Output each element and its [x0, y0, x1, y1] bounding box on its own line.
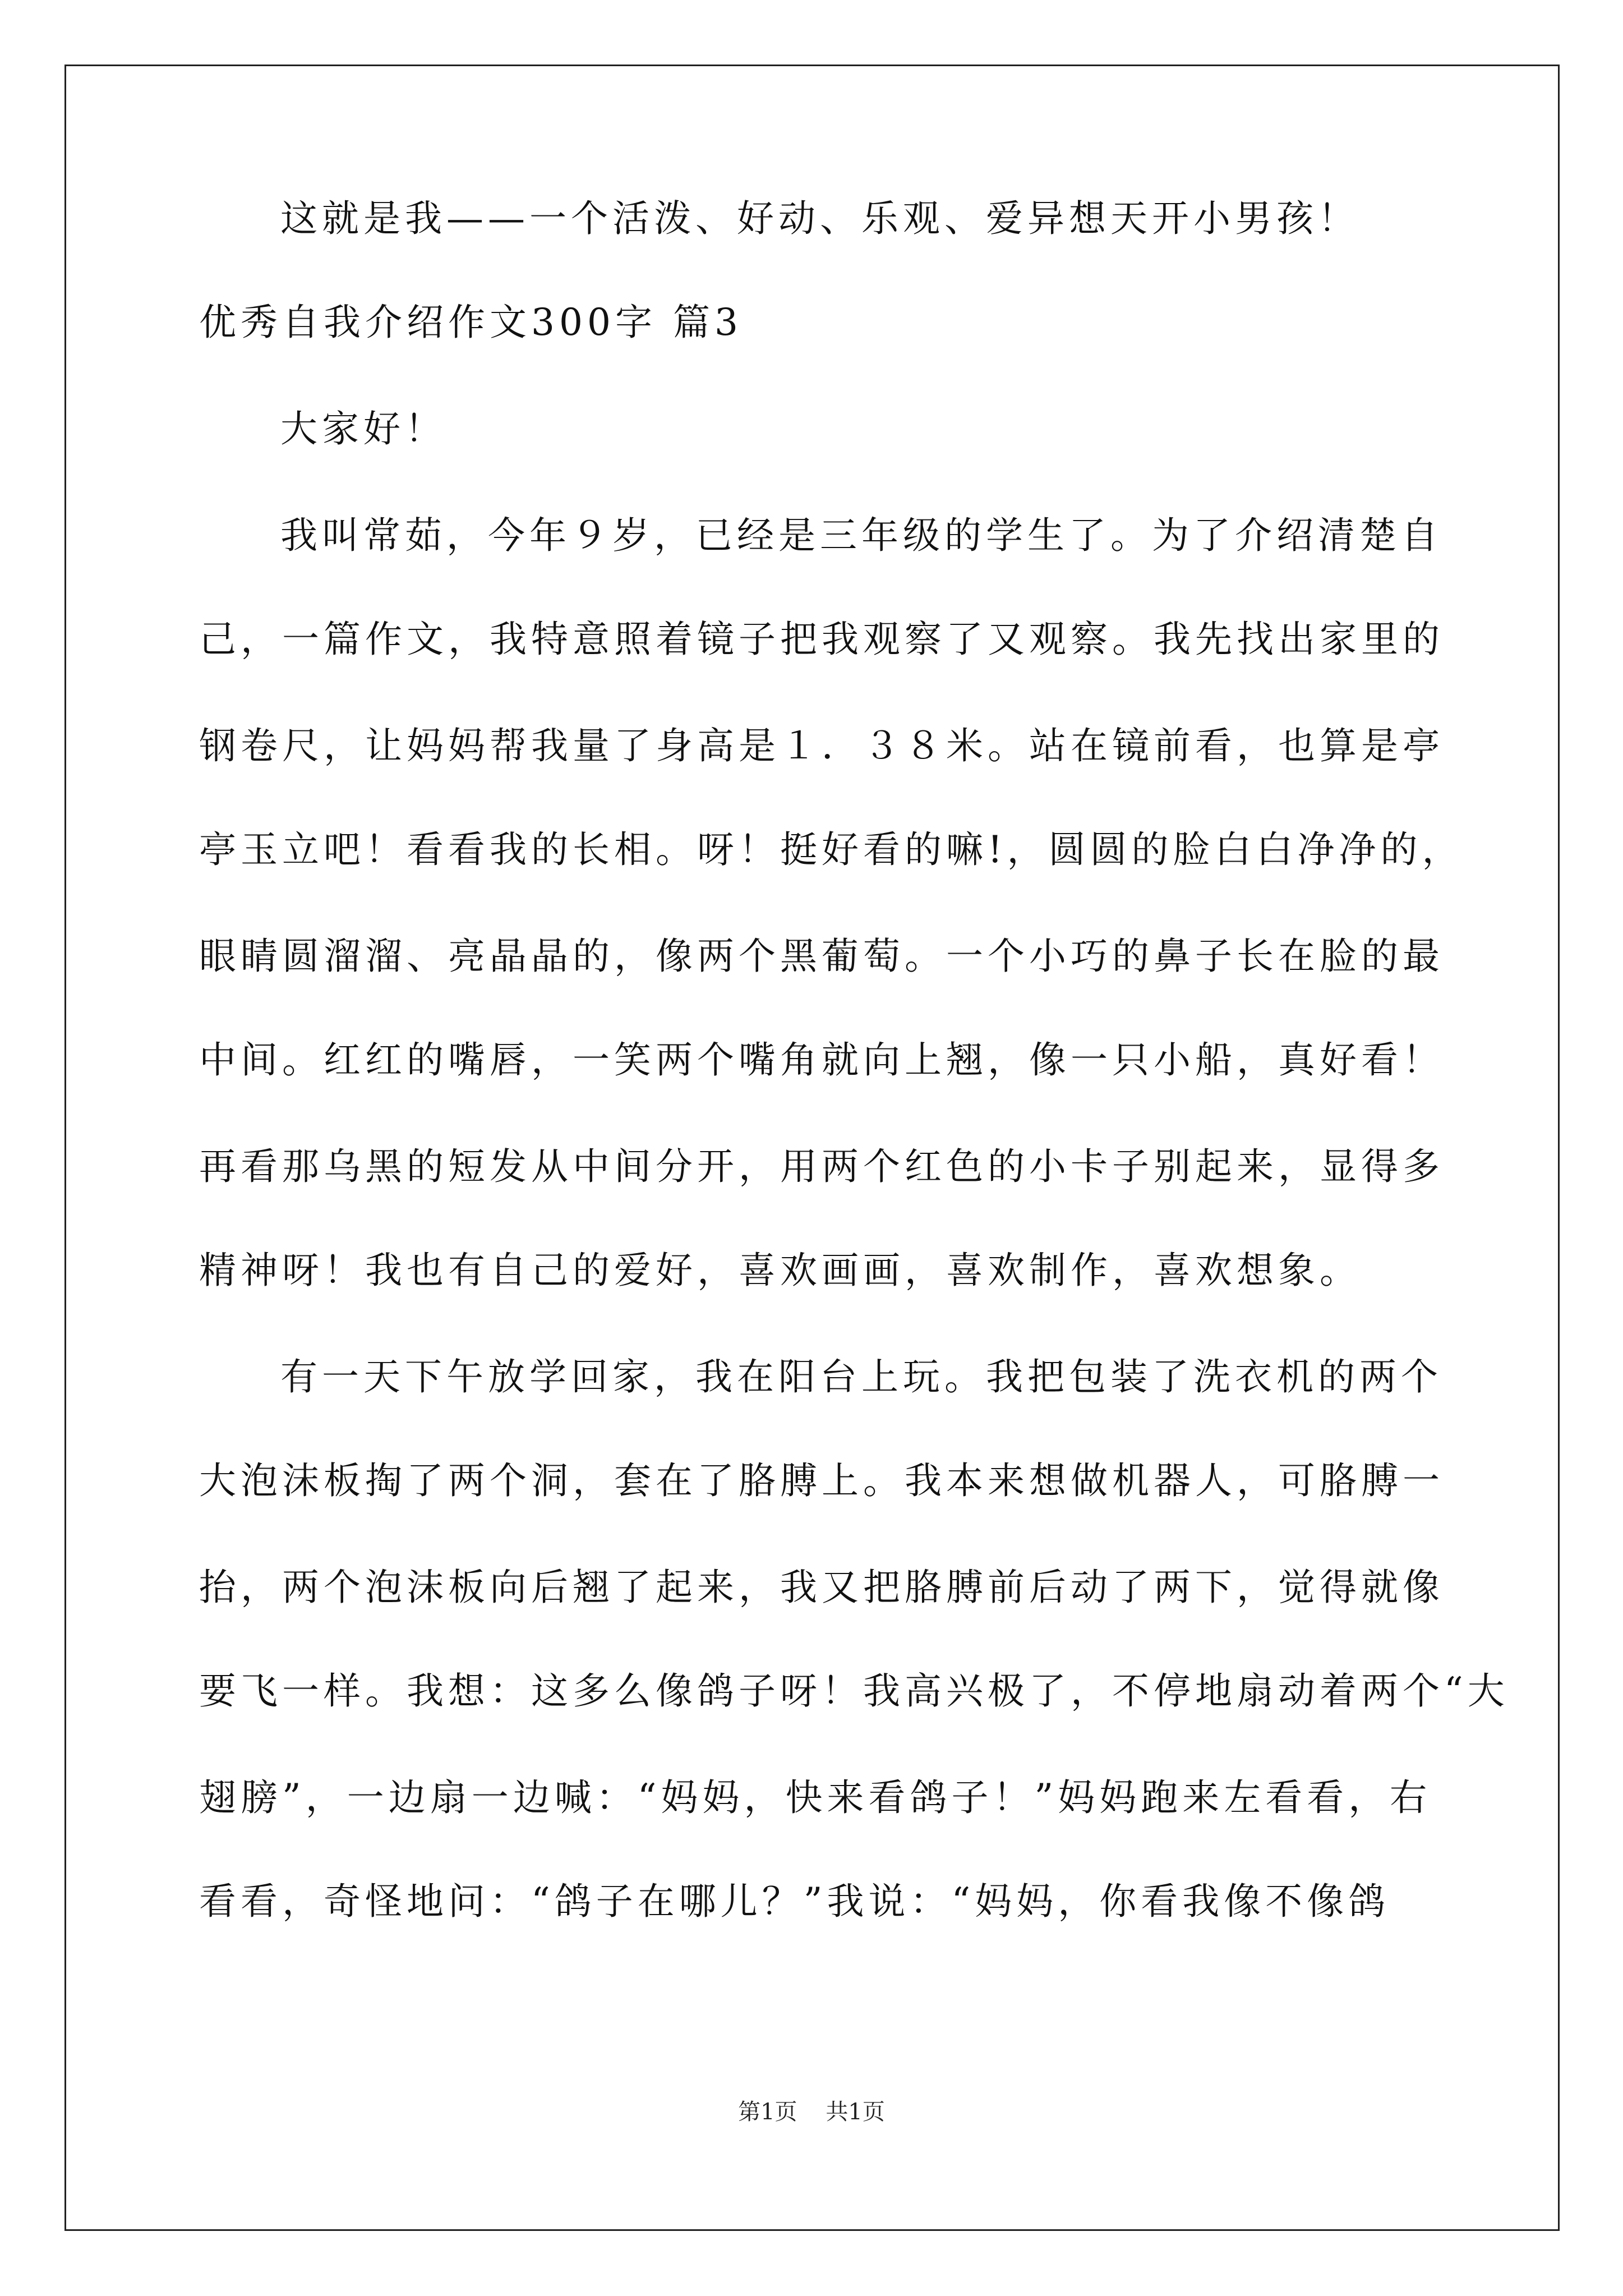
paragraph-line: 大家好！: [280, 407, 446, 450]
page-number: 第1页: [738, 2099, 797, 2125]
paragraph-line: 抬，两个泡沫板向后翘了起来，我又把胳膊前后动了两下，觉得就像: [199, 1566, 1444, 1609]
paragraph-line: 钢卷尺，让妈妈帮我量了身高是１．３８米。站在镜前看，也算是亭: [199, 724, 1444, 767]
paragraph-line: 翅膀”，一边扇一边喊：“妈妈，快来看鸽子！”妈妈跑来左看看，右: [199, 1776, 1432, 1819]
paragraph-line: 我叫常茹，今年９岁，已经是三年级的学生了。为了介绍清楚自: [280, 514, 1442, 557]
total-pages: 共1页: [826, 2099, 885, 2125]
section-heading: 优秀自我介绍作文300字 篇3: [199, 301, 743, 344]
paragraph-line: 大泡沫板掏了两个洞，套在了胳膊上。我本来想做机器人，可胳膊一: [199, 1459, 1444, 1502]
paragraph-line: 己，一篇作文，我特意照着镜子把我观察了又观察。我先找出家里的: [199, 618, 1444, 661]
page-footer: [0, 2095, 1623, 2129]
paragraph-line: 再看那乌黑的短发从中间分开，用两个红色的小卡子别起来，显得多: [199, 1145, 1444, 1188]
paragraph-line: 精神呀！我也有自己的爱好，喜欢画画，喜欢制作，喜欢想象。: [199, 1249, 1361, 1292]
paragraph-line: 有一天下午放学回家，我在阳台上玩。我把包装了洗衣机的两个: [280, 1355, 1442, 1398]
paragraph-line: 亭玉立吧！看看我的长相。呀！挺好看的嘛!，圆圆的脸白白净净的，: [199, 828, 1464, 871]
paragraph-line: 看看，奇怪地问：“鸽子在哪儿？”我说：“妈妈，你看我像不像鸽: [199, 1880, 1390, 1923]
paragraph-line: 要飞一样。我想：这多么像鸽子呀！我高兴极了，不停地扇动着两个“大: [199, 1669, 1509, 1713]
paragraph-line: 中间。红红的嘴唇，一笑两个嘴角就向上翘，像一只小船，真好看！: [199, 1038, 1444, 1082]
paragraph-line: 眼睛圆溜溜、亮晶晶的，像两个黑葡萄。一个小巧的鼻子长在脸的最: [199, 935, 1444, 978]
paragraph-line: 这就是我——一个活泼、好动、乐观、爱异想天开小男孩！: [280, 197, 1359, 240]
